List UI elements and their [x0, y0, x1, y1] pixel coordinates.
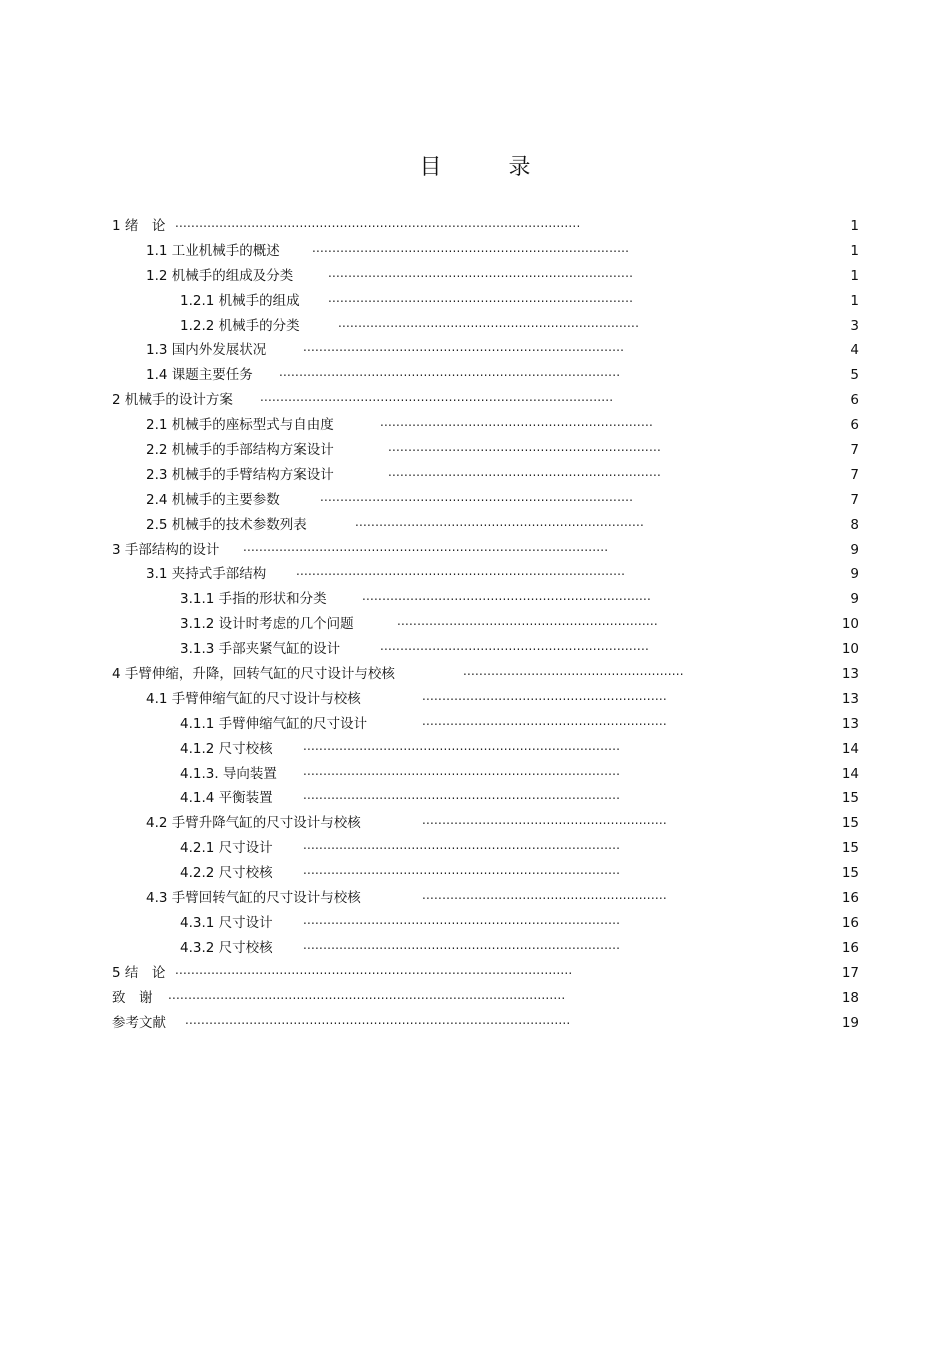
toc-entry-title: 4.2.1 尺寸设计: [180, 840, 273, 857]
toc-page-number: 13: [841, 715, 859, 732]
toc-entry-title: 4.3.2 尺寸校核: [180, 939, 273, 956]
toc-dot-leader: ........................................................................: [362, 589, 652, 604]
toc-page-number: 13: [841, 690, 859, 707]
toc-dot-leader: ...................................................................................................: [168, 987, 566, 1002]
toc-entry-title: 4.2 手臂升降气缸的尺寸设计与校核: [146, 815, 361, 832]
toc-entry-title: 4.1.1 手臂伸缩气缸的尺寸设计: [180, 715, 368, 732]
toc-page-number: 9: [850, 591, 859, 608]
toc-dot-leader: ...............................................................................: [312, 240, 630, 255]
toc-entry-title: 1.2 机械手的组成及分类: [146, 267, 294, 284]
toc-dot-leader: ...........................................................................................: [243, 539, 609, 554]
toc-entry-title: 1.1 工业机械手的概述: [146, 242, 280, 259]
toc-page-number: 8: [850, 516, 859, 533]
toc-page-number: 9: [850, 566, 859, 583]
table-of-contents: [0, 214, 950, 1035]
toc-dot-leader: ..................................................................................: [296, 564, 626, 579]
toc-dot-leader: ...............................................................................: [303, 788, 621, 803]
toc-page-number: 10: [841, 616, 859, 633]
toc-entry-title: 2.3 机械手的手臂结构方案设计: [146, 466, 334, 483]
toc-entry-title: 3.1 夹持式手部结构: [146, 566, 267, 583]
toc-dot-leader: ............................................................................: [328, 290, 634, 305]
toc-entry-title: 4.3 手臂回转气缸的尺寸设计与校核: [146, 890, 361, 907]
toc-dot-leader: .......................................................: [463, 664, 684, 679]
toc-page-number: 1: [850, 267, 859, 284]
toc-page-number: 7: [850, 466, 859, 483]
toc-page-number: 15: [841, 790, 859, 807]
toc-dot-leader: ................................................................................................: [185, 1012, 571, 1027]
toc-dot-leader: .............................................................: [422, 688, 667, 703]
toc-dot-leader: ..............................................................................: [320, 489, 634, 504]
toc-dot-leader: .....................................................................................................: [175, 216, 581, 230]
toc-entry-title: 2.4 机械手的主要参数: [146, 491, 280, 508]
toc-dot-leader: ............................................................................: [328, 265, 634, 280]
toc-page-number: 10: [841, 641, 859, 658]
toc-entry-title: 2.2 机械手的手部结构方案设计: [146, 442, 334, 459]
toc-entry-title: 4.1.4 平衡装置: [180, 790, 273, 807]
toc-dot-leader: .............................................................: [422, 813, 667, 828]
toc-dot-leader: .....................................................................................: [279, 365, 621, 380]
toc-entry-title: 1.2.2 机械手的分类: [180, 317, 300, 334]
toc-page-number: 19: [841, 1014, 859, 1031]
toc-entry-title: 致 谢: [112, 989, 153, 1006]
toc-dot-leader: .................................................................: [397, 614, 658, 629]
toc-entry-title: 1.4 课题主要任务: [146, 367, 253, 384]
toc-entry-title: 4.3.1 尺寸设计: [180, 914, 273, 931]
page-title: 目 录: [419, 155, 561, 180]
toc-page-number: 15: [841, 840, 859, 857]
toc-entry-title: 2.1 机械手的座标型式与自由度: [146, 417, 334, 434]
toc-entry-title: 4.1.2 尺寸校核: [180, 740, 273, 757]
toc-entry-title: 1.2.1 机械手的组成: [180, 292, 300, 309]
toc-page-number: 16: [841, 890, 859, 907]
toc-dot-leader: ........................................................................................: [260, 390, 614, 405]
toc-page-number: 5: [850, 367, 859, 384]
toc-dot-leader: ........................................................................: [355, 514, 645, 529]
toc-entry-title: 2 机械手的设计方案: [112, 392, 233, 409]
toc-page-number: 9: [850, 541, 859, 558]
toc-page-number: 14: [841, 740, 859, 757]
toc-page-number: 16: [841, 914, 859, 931]
toc-dot-leader: ...............................................................................: [303, 738, 621, 753]
toc-dot-leader: ...............................................................................: [303, 763, 621, 778]
toc-entry-title: 1.3 国内外发展状况: [146, 342, 267, 359]
toc-dot-leader: ................................................................................: [303, 340, 625, 355]
toc-entry-title: 2.5 机械手的技术参数列表: [146, 516, 307, 533]
toc-dot-leader: ...................................................................................................: [175, 962, 573, 977]
toc-page-number: 15: [841, 865, 859, 882]
toc-dot-leader: ...............................................................................: [303, 937, 621, 952]
toc-entry-title: 3.1.1 手指的形状和分类: [180, 591, 327, 608]
toc-entry-title: 3.1.3 手部夹紧气缸的设计: [180, 641, 341, 658]
toc-dot-leader: ...............................................................................: [303, 838, 621, 853]
toc-entry[interactable]: [0, 1011, 950, 1036]
toc-entry-title: 参考文献: [112, 1014, 166, 1031]
toc-dot-leader: ....................................................................: [380, 415, 653, 430]
toc-page-number: 6: [850, 392, 859, 409]
toc-page-number: 4: [850, 342, 859, 359]
toc-page-number: 6: [850, 417, 859, 434]
toc-dot-leader: ....................................................................: [388, 464, 661, 479]
toc-dot-leader: .............................................................: [422, 888, 667, 903]
toc-dot-leader: .............................................................: [422, 713, 667, 728]
toc-page-number: 16: [841, 939, 859, 956]
toc-entry-title: 4.2.2 尺寸校核: [180, 865, 273, 882]
toc-dot-leader: ...............................................................................: [303, 912, 621, 927]
toc-page-number: 13: [841, 666, 859, 683]
toc-entry-title: 4.1.3. 导向装置: [180, 765, 277, 782]
toc-dot-leader: ...................................................................: [380, 639, 649, 654]
toc-page-number: 1: [850, 292, 859, 309]
toc-page-number: 17: [841, 964, 859, 981]
toc-page-number: 1: [850, 218, 859, 234]
toc-entry-title: 4 手臂伸缩，升降，回转气缸的尺寸设计与校核: [112, 666, 395, 683]
toc-page-number: 3: [850, 317, 859, 334]
toc-page-number: 7: [850, 491, 859, 508]
toc-entry-title: 5 结 论: [112, 964, 166, 981]
toc-page-number: 7: [850, 442, 859, 459]
toc-entry-title: 1 绪 论: [112, 218, 166, 234]
toc-page-number: 15: [841, 815, 859, 832]
toc-dot-leader: ...............................................................................: [303, 863, 621, 878]
toc-page-number: 14: [841, 765, 859, 782]
toc-dot-leader: ...........................................................................: [338, 315, 640, 330]
toc-entry-title: 4.1 手臂伸缩气缸的尺寸设计与校核: [146, 690, 361, 707]
toc-page-number: 18: [841, 989, 859, 1006]
toc-entry-title: 3 手部结构的设计: [112, 541, 220, 558]
toc-page-number: 1: [850, 242, 859, 259]
toc-entry-title: 3.1.2 设计时考虑的几个问题: [180, 616, 354, 633]
toc-dot-leader: ....................................................................: [388, 440, 661, 455]
